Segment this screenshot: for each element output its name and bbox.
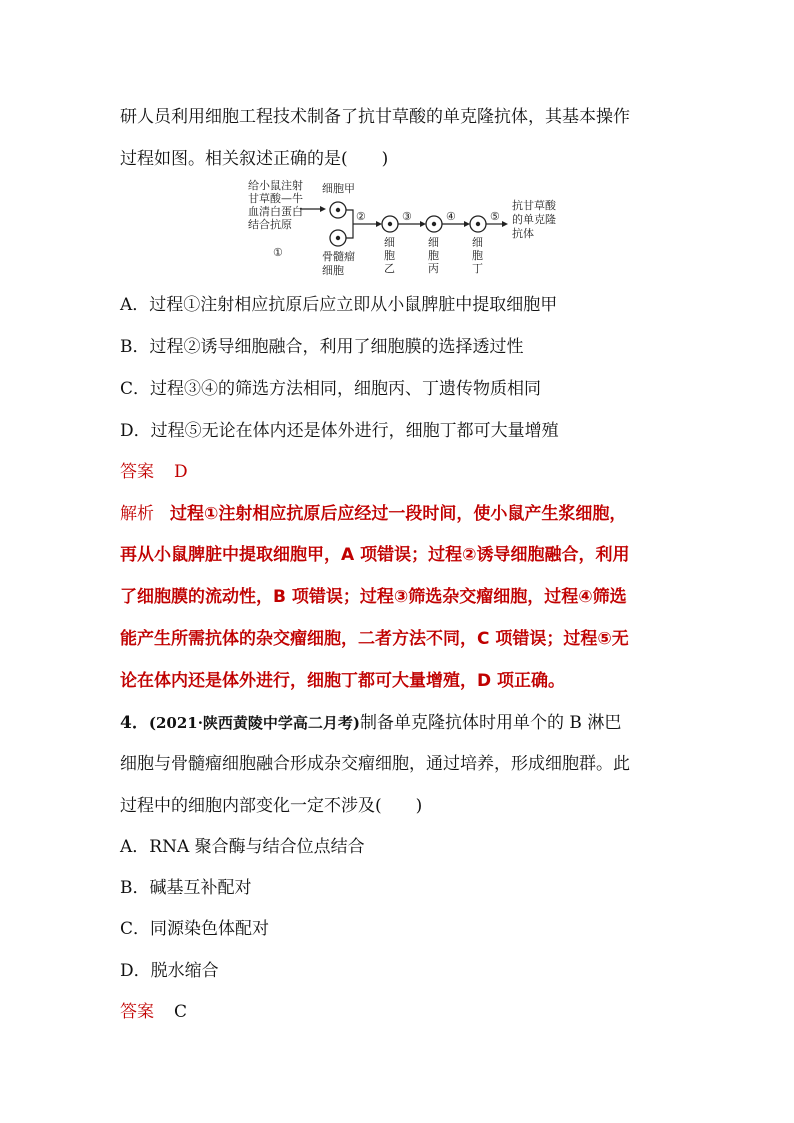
q3-answer: [120, 461, 188, 483]
cell-c-char-2: 胞: [428, 249, 439, 262]
product-line-1: 抗甘草酸: [512, 199, 556, 212]
q4-option-a: A．RNA 聚合酶与结合位点结合: [120, 837, 365, 857]
q3-answer-label: 答案: [120, 462, 154, 482]
q4-number: 4．: [120, 713, 149, 733]
myeloma-label-2: 细胞: [322, 264, 344, 276]
inject-line-2: 甘草酸—牛: [248, 192, 303, 205]
step-4-label: ④: [446, 210, 456, 223]
step-3-label: ③: [402, 210, 412, 223]
q3-option-a: A．过程①注射相应抗原后应立即从小鼠脾脏中提取细胞甲: [120, 295, 558, 315]
q4-option-d: D．脱水缩合: [120, 961, 219, 981]
q3-option-c: C．过程③④的筛选方法相同，细胞丙、丁遗传物质相同: [120, 379, 542, 399]
cell-a-nucleus-icon: [336, 208, 340, 212]
product-line-3: 抗体: [512, 227, 534, 240]
arrowhead-step4: [464, 221, 470, 227]
q4-stem-rest: 制备单克隆抗体时用单个的 B 淋巴: [360, 713, 622, 733]
q4-answer: [120, 1001, 187, 1023]
cell-d-nucleus-icon: [476, 222, 480, 226]
monoclonal-antibody-process-diagram: [240, 176, 570, 276]
fusion-bracket: [346, 210, 353, 238]
arrowhead-step2: [376, 221, 382, 227]
arrowhead-step5: [502, 221, 508, 227]
q4-stem-line2: 细胞与骨髓瘤细胞融合形成杂交瘤细胞，通过培养，形成细胞群。此: [120, 754, 630, 774]
q3-stem-line2: 过程如图。相关叙述正确的是( ): [120, 149, 389, 169]
q3-analysis-line1: [120, 503, 626, 525]
inject-line-1: 给小鼠注射: [248, 179, 303, 192]
q4-source: (2021·陕西黄陵中学高二月考): [148, 714, 361, 732]
product-line-2: 的单克隆: [512, 213, 556, 226]
arrowhead-step1: [320, 206, 326, 212]
q3-analysis-line5: 论在体内还是体外进行，细胞丁都可大量增殖，D 项正确。: [120, 671, 566, 691]
q4-option-c: C．同源染色体配对: [120, 919, 270, 939]
q3-stem-line1: 研人员利用细胞工程技术制备了抗甘草酸的单克隆抗体，其基本操作: [120, 107, 630, 127]
cell-b-char-3: 乙: [384, 262, 395, 275]
q3-option-b: B．过程②诱导细胞融合，利用了细胞膜的选择透过性: [120, 337, 524, 357]
cell-c-char-3: 丙: [428, 262, 439, 275]
step-1-label: ①: [273, 246, 283, 259]
inject-line-4: 结合抗原: [248, 218, 292, 231]
step-2-label: ②: [356, 210, 366, 223]
cell-d-char-3: 丁: [472, 262, 483, 275]
cell-b-nucleus-icon: [388, 222, 392, 226]
q3-analysis-line4: 能产生所需抗体的杂交瘤细胞，二者方法不同，C 项错误；过程⑤无: [120, 629, 629, 649]
arrowhead-step3: [420, 221, 426, 227]
q4-option-b: B．碱基互补配对: [120, 878, 252, 898]
cell-d-char-2: 胞: [472, 249, 483, 262]
step-5-label: ⑤: [490, 210, 500, 223]
cell-b-char-1: 细: [384, 236, 395, 249]
q3-option-d: D．过程⑤无论在体内还是体外进行，细胞丁都可大量增殖: [120, 421, 559, 441]
q4-answer-label: 答案: [120, 1002, 154, 1022]
cell-c-nucleus-icon: [432, 222, 436, 226]
cell-a-label: 细胞甲: [322, 182, 355, 195]
q3-analysis-label: 解析: [120, 504, 154, 524]
q3-analysis-text-1: 过程①注射相应抗原后应经过一段时间，使小鼠产生浆细胞，: [170, 504, 627, 524]
cell-d-char-1: 细: [472, 236, 483, 249]
q4-stem-line1: [120, 712, 621, 734]
inject-line-3: 血清白蛋白: [248, 205, 303, 218]
q4-answer-value: C: [174, 1002, 188, 1022]
q3-analysis-line2: 再从小鼠脾脏中提取细胞甲，A 项错误；过程②诱导细胞融合，利用: [120, 545, 630, 565]
cell-c-char-1: 细: [428, 236, 439, 249]
myeloma-nucleus-icon: [336, 236, 340, 240]
myeloma-label-1: 骨髓瘤: [322, 250, 355, 263]
cell-b-char-2: 胞: [384, 249, 395, 262]
q4-stem-line3: 过程中的细胞内部变化一定不涉及( ): [120, 796, 423, 816]
q3-analysis-line3: 了细胞膜的流动性，B 项错误；过程③筛选杂交瘤细胞，过程④筛选: [120, 587, 627, 607]
q3-answer-value: D: [174, 462, 188, 482]
